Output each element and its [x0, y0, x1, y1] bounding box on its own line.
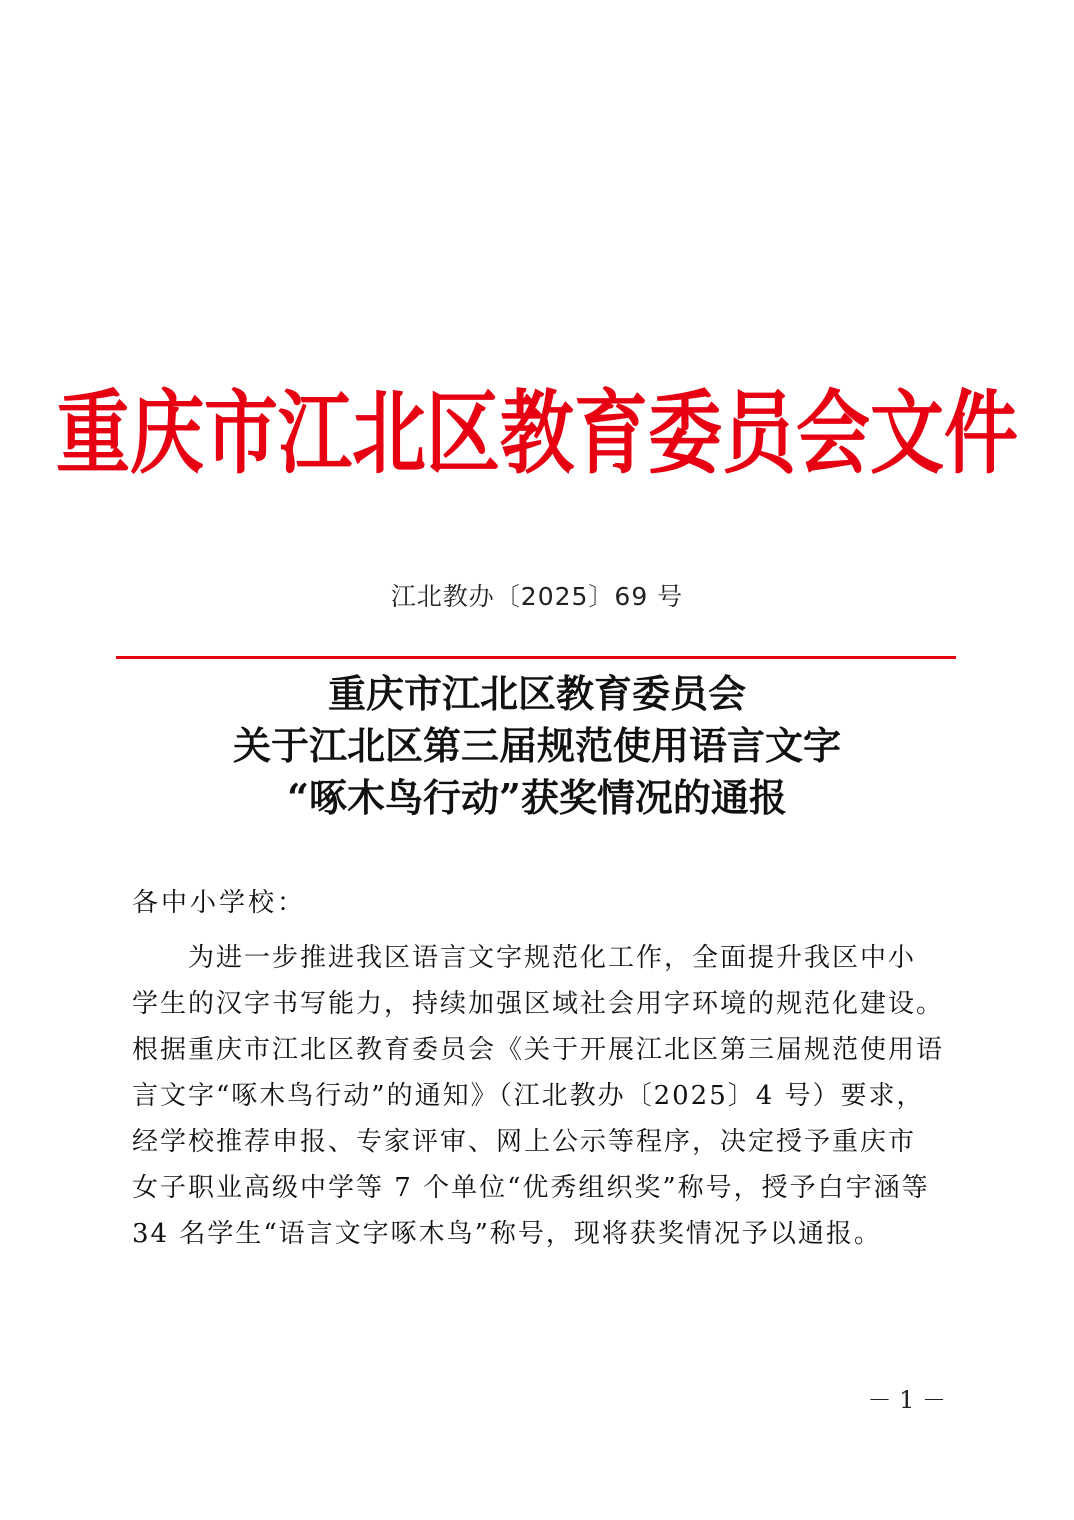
notice-title	[0, 668, 1074, 824]
salutation: 各中小学校：	[132, 888, 307, 918]
body-line: 为进一步推进我区语言文字规范化工作，全面提升我区中小	[188, 943, 917, 973]
body-line: 学生的汉字书写能力，持续加强区域社会用字环境的规范化建设。	[132, 989, 944, 1019]
title-line: “啄木鸟行动”获奖情况的通报	[287, 775, 787, 820]
title-line: 重庆市江北区教育委员会	[327, 671, 746, 716]
body-line: 经学校推荐申报、专家评审、网上公示等程序，决定授予重庆市	[132, 1127, 917, 1157]
body-paragraph	[132, 935, 944, 1257]
body-line: 根据重庆市江北区教育委员会《关于开展江北区第三届规范使用语	[132, 1035, 944, 1065]
title-line: 关于江北区第三届规范使用语言文字	[232, 723, 841, 768]
document-number: 江北教办〔2025〕69 号	[390, 582, 684, 611]
masthead-title: 重庆市江北区教育委员会文件	[56, 381, 1018, 487]
body-line: 言文字“啄木鸟行动”的通知》（江北教办〔2025〕4 号）要求，	[132, 1081, 925, 1111]
red-divider-line	[116, 656, 956, 659]
page-number: － 1 －	[867, 1386, 946, 1414]
body-line: 女子职业高级中学等 7 个单位“优秀组织奖”称号，授予白宇涵等	[132, 1173, 930, 1203]
body-line: 34 名学生“语言文字啄木鸟”称号，现将获奖情况予以通报。	[132, 1219, 882, 1249]
